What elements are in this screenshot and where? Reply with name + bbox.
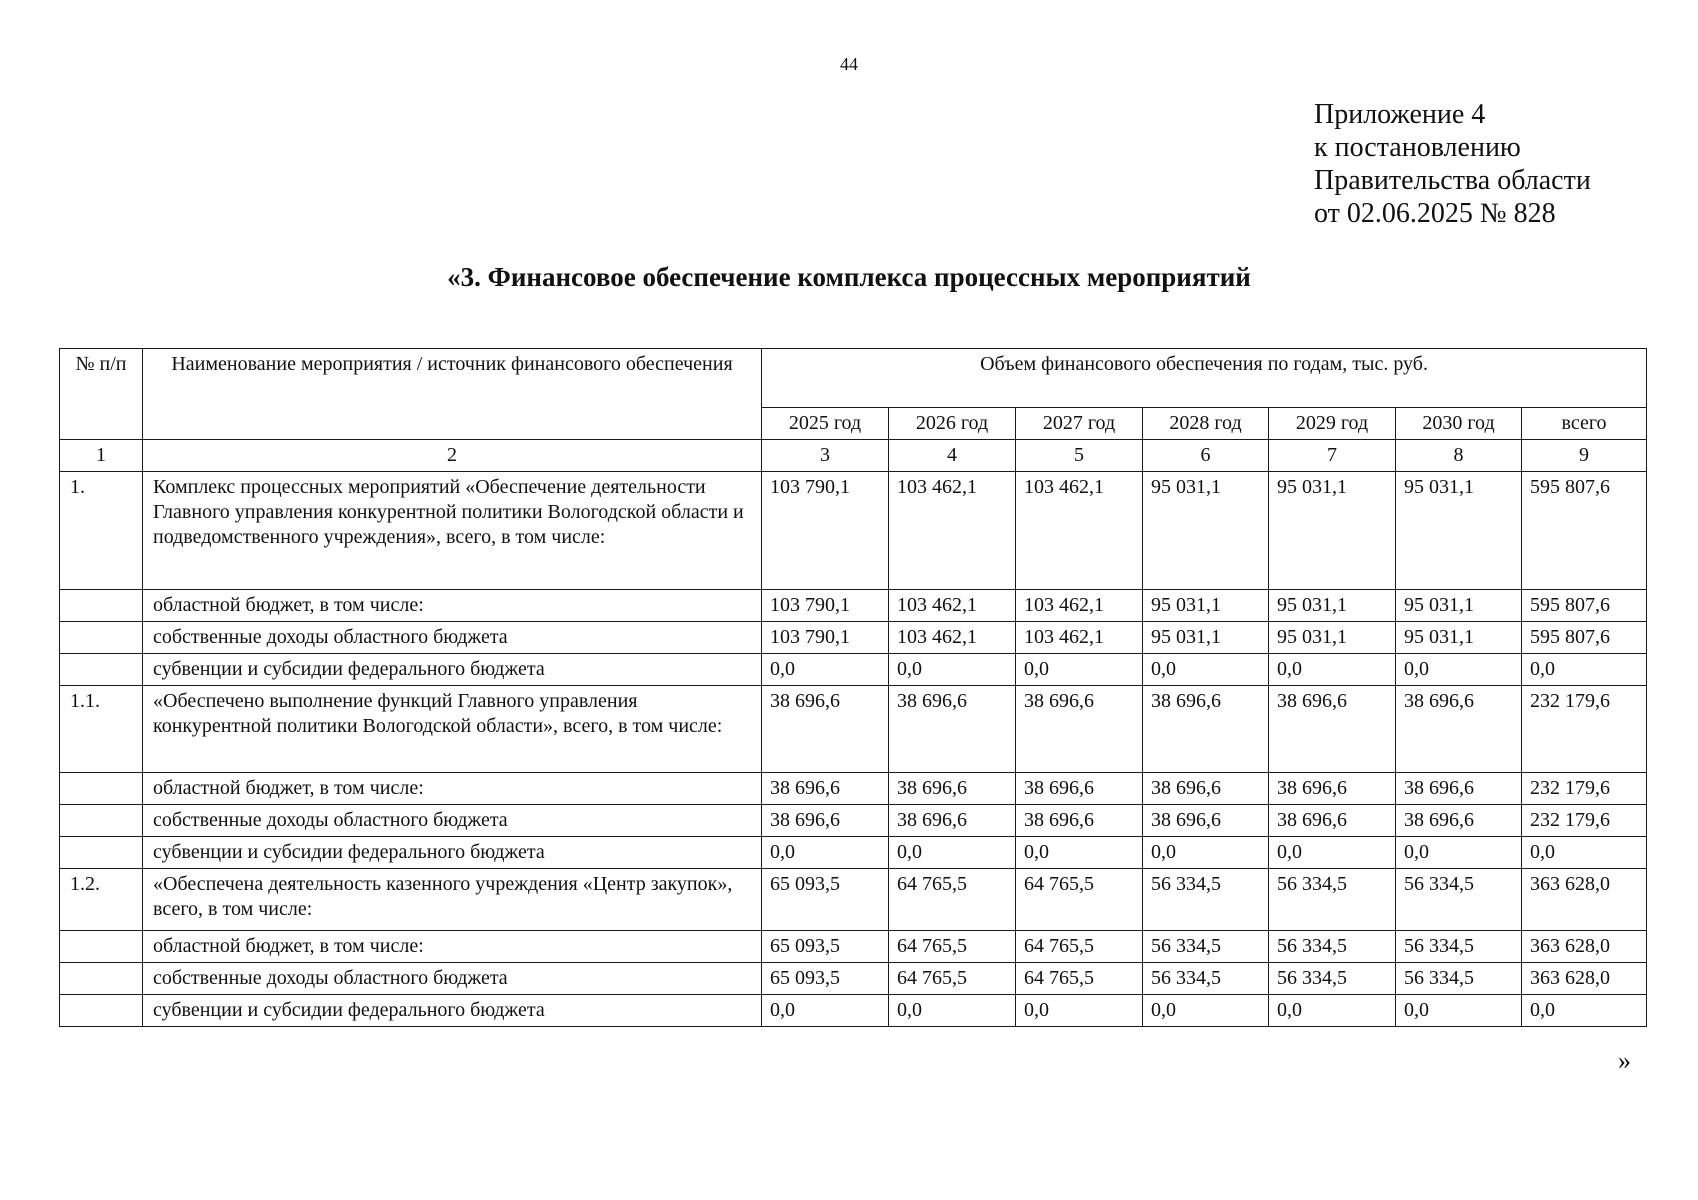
row-number bbox=[60, 773, 143, 805]
header-year: 2029 год bbox=[1269, 408, 1396, 440]
row-total: 595 807,6 bbox=[1522, 622, 1647, 654]
row-value: 103 462,1 bbox=[1016, 622, 1143, 654]
table-row bbox=[60, 472, 1647, 590]
row-value: 95 031,1 bbox=[1269, 472, 1396, 590]
row-name: «Обеспечена деятельность казенного учреждения «Центр закупок», всего, в том числе: bbox=[143, 869, 762, 931]
row-number: 1.1. bbox=[60, 686, 143, 773]
row-value: 0,0 bbox=[889, 995, 1016, 1027]
row-value: 56 334,5 bbox=[1396, 931, 1522, 963]
table-row bbox=[60, 837, 1647, 869]
header-total: всего bbox=[1522, 408, 1647, 440]
row-total: 595 807,6 bbox=[1522, 472, 1647, 590]
row-value: 95 031,1 bbox=[1143, 590, 1269, 622]
table-row bbox=[60, 963, 1647, 995]
row-total: 363 628,0 bbox=[1522, 963, 1647, 995]
row-value: 0,0 bbox=[1269, 837, 1396, 869]
column-number: 9 bbox=[1522, 440, 1647, 472]
table-body bbox=[60, 472, 1647, 1027]
row-value: 95 031,1 bbox=[1143, 622, 1269, 654]
appendix-line: к постановлению bbox=[1314, 132, 1521, 163]
row-value: 64 765,5 bbox=[1016, 931, 1143, 963]
row-value: 64 765,5 bbox=[889, 963, 1016, 995]
row-value: 38 696,6 bbox=[1269, 773, 1396, 805]
table-row bbox=[60, 686, 1647, 773]
row-number bbox=[60, 963, 143, 995]
financing-table bbox=[59, 348, 1647, 1027]
row-name: собственные доходы областного бюджета bbox=[143, 622, 762, 654]
row-value: 95 031,1 bbox=[1396, 590, 1522, 622]
header-year: 2028 год bbox=[1143, 408, 1269, 440]
row-total: 232 179,6 bbox=[1522, 805, 1647, 837]
row-value: 95 031,1 bbox=[1269, 590, 1396, 622]
column-number: 3 bbox=[762, 440, 889, 472]
row-name: «Обеспечено выполнение функций Главного управления конкурентной политики Вологодской области», всего, в том числе: bbox=[143, 686, 762, 773]
row-total: 0,0 bbox=[1522, 995, 1647, 1027]
header-year: 2026 год bbox=[889, 408, 1016, 440]
row-value: 0,0 bbox=[1269, 654, 1396, 686]
row-value: 38 696,6 bbox=[1016, 805, 1143, 837]
row-value: 0,0 bbox=[762, 837, 889, 869]
row-value: 56 334,5 bbox=[1143, 963, 1269, 995]
row-value: 0,0 bbox=[1143, 654, 1269, 686]
row-value: 38 696,6 bbox=[1396, 805, 1522, 837]
row-total: 0,0 bbox=[1522, 654, 1647, 686]
table-row bbox=[60, 773, 1647, 805]
row-value: 64 765,5 bbox=[889, 931, 1016, 963]
row-value: 0,0 bbox=[889, 837, 1016, 869]
row-total: 363 628,0 bbox=[1522, 869, 1647, 931]
row-number bbox=[60, 590, 143, 622]
row-value: 64 765,5 bbox=[889, 869, 1016, 931]
column-number: 2 bbox=[143, 440, 762, 472]
closing-quote: » bbox=[1618, 1046, 1631, 1075]
row-name: Комплекс процессных мероприятий «Обеспечение деятельности Главного управления конкурентной политики Вологодской области и подведомственного учреждения», всего, в том числе: bbox=[143, 472, 762, 590]
row-value: 38 696,6 bbox=[1269, 805, 1396, 837]
row-value: 103 462,1 bbox=[1016, 590, 1143, 622]
row-name: собственные доходы областного бюджета bbox=[143, 805, 762, 837]
column-numbers-row bbox=[60, 440, 1647, 472]
document-title: «3. Финансовое обеспечение комплекса процессных мероприятий bbox=[447, 262, 1251, 292]
row-number bbox=[60, 654, 143, 686]
row-number: 1.2. bbox=[60, 869, 143, 931]
table-row bbox=[60, 622, 1647, 654]
row-value: 38 696,6 bbox=[1396, 773, 1522, 805]
row-value: 56 334,5 bbox=[1269, 869, 1396, 931]
row-name: областной бюджет, в том числе: bbox=[143, 773, 762, 805]
row-value: 64 765,5 bbox=[1016, 963, 1143, 995]
row-value: 0,0 bbox=[762, 654, 889, 686]
row-value: 38 696,6 bbox=[1269, 686, 1396, 773]
page-number: 44 bbox=[840, 54, 858, 74]
row-value: 38 696,6 bbox=[889, 773, 1016, 805]
row-value: 0,0 bbox=[1269, 995, 1396, 1027]
row-number bbox=[60, 837, 143, 869]
row-value: 0,0 bbox=[1143, 837, 1269, 869]
table-row bbox=[60, 654, 1647, 686]
header-year: 2027 год bbox=[1016, 408, 1143, 440]
row-value: 95 031,1 bbox=[1143, 472, 1269, 590]
appendix-line: Приложение 4 bbox=[1314, 99, 1486, 130]
row-value: 103 462,1 bbox=[889, 590, 1016, 622]
row-value: 56 334,5 bbox=[1396, 963, 1522, 995]
column-number: 7 bbox=[1269, 440, 1396, 472]
row-name: областной бюджет, в том числе: bbox=[143, 931, 762, 963]
row-value: 38 696,6 bbox=[762, 805, 889, 837]
row-value: 38 696,6 bbox=[1016, 686, 1143, 773]
row-name: субвенции и субсидии федерального бюджета bbox=[143, 837, 762, 869]
row-value: 0,0 bbox=[1016, 837, 1143, 869]
row-total: 0,0 bbox=[1522, 837, 1647, 869]
row-name: областной бюджет, в том числе: bbox=[143, 590, 762, 622]
row-value: 38 696,6 bbox=[762, 686, 889, 773]
row-value: 64 765,5 bbox=[1016, 869, 1143, 931]
row-value: 103 790,1 bbox=[762, 472, 889, 590]
row-value: 65 093,5 bbox=[762, 963, 889, 995]
row-value: 38 696,6 bbox=[1016, 773, 1143, 805]
header-year: 2025 год bbox=[762, 408, 889, 440]
appendix-block bbox=[1314, 98, 1591, 230]
row-value: 0,0 bbox=[1016, 995, 1143, 1027]
row-value: 56 334,5 bbox=[1143, 931, 1269, 963]
column-number: 1 bbox=[60, 440, 143, 472]
row-value: 38 696,6 bbox=[1396, 686, 1522, 773]
row-name: субвенции и субсидии федерального бюджета bbox=[143, 995, 762, 1027]
row-value: 0,0 bbox=[889, 654, 1016, 686]
table-row bbox=[60, 869, 1647, 931]
column-number: 5 bbox=[1016, 440, 1143, 472]
row-value: 95 031,1 bbox=[1396, 622, 1522, 654]
row-value: 38 696,6 bbox=[1143, 686, 1269, 773]
row-value: 103 462,1 bbox=[1016, 472, 1143, 590]
row-value: 56 334,5 bbox=[1143, 869, 1269, 931]
row-value: 95 031,1 bbox=[1269, 622, 1396, 654]
row-name: субвенции и субсидии федерального бюджета bbox=[143, 654, 762, 686]
appendix-line: от 02.06.2025 № 828 bbox=[1314, 198, 1556, 229]
table-row bbox=[60, 590, 1647, 622]
header-name: Наименование мероприятия / источник финансового обеспечения bbox=[143, 349, 762, 440]
header-row bbox=[60, 349, 1647, 408]
row-name: собственные доходы областного бюджета bbox=[143, 963, 762, 995]
row-value: 65 093,5 bbox=[762, 931, 889, 963]
table-row bbox=[60, 805, 1647, 837]
row-total: 595 807,6 bbox=[1522, 590, 1647, 622]
column-number: 4 bbox=[889, 440, 1016, 472]
row-total: 232 179,6 bbox=[1522, 686, 1647, 773]
row-value: 38 696,6 bbox=[762, 773, 889, 805]
column-number: 6 bbox=[1143, 440, 1269, 472]
row-value: 56 334,5 bbox=[1269, 931, 1396, 963]
row-value: 103 790,1 bbox=[762, 622, 889, 654]
row-number bbox=[60, 805, 143, 837]
row-value: 38 696,6 bbox=[889, 805, 1016, 837]
column-number: 8 bbox=[1396, 440, 1522, 472]
row-value: 0,0 bbox=[762, 995, 889, 1027]
row-value: 0,0 bbox=[1396, 837, 1522, 869]
row-number bbox=[60, 931, 143, 963]
row-value: 0,0 bbox=[1396, 995, 1522, 1027]
appendix-line: Правительства области bbox=[1314, 165, 1591, 196]
row-total: 232 179,6 bbox=[1522, 773, 1647, 805]
row-total: 363 628,0 bbox=[1522, 931, 1647, 963]
table-row bbox=[60, 995, 1647, 1027]
table-row bbox=[60, 931, 1647, 963]
row-value: 38 696,6 bbox=[889, 686, 1016, 773]
row-value: 38 696,6 bbox=[1143, 805, 1269, 837]
row-value: 56 334,5 bbox=[1269, 963, 1396, 995]
header-num: № п/п bbox=[60, 349, 143, 440]
row-value: 65 093,5 bbox=[762, 869, 889, 931]
row-value: 103 462,1 bbox=[889, 472, 1016, 590]
row-number bbox=[60, 622, 143, 654]
row-value: 0,0 bbox=[1396, 654, 1522, 686]
row-value: 0,0 bbox=[1143, 995, 1269, 1027]
row-number: 1. bbox=[60, 472, 143, 590]
row-value: 103 462,1 bbox=[889, 622, 1016, 654]
header-year: 2030 год bbox=[1396, 408, 1522, 440]
row-value: 56 334,5 bbox=[1396, 869, 1522, 931]
row-value: 0,0 bbox=[1016, 654, 1143, 686]
row-number bbox=[60, 995, 143, 1027]
row-value: 38 696,6 bbox=[1143, 773, 1269, 805]
row-value: 95 031,1 bbox=[1396, 472, 1522, 590]
header-volume: Объем финансового обеспечения по годам, тыс. руб. bbox=[762, 349, 1647, 408]
row-value: 103 790,1 bbox=[762, 590, 889, 622]
